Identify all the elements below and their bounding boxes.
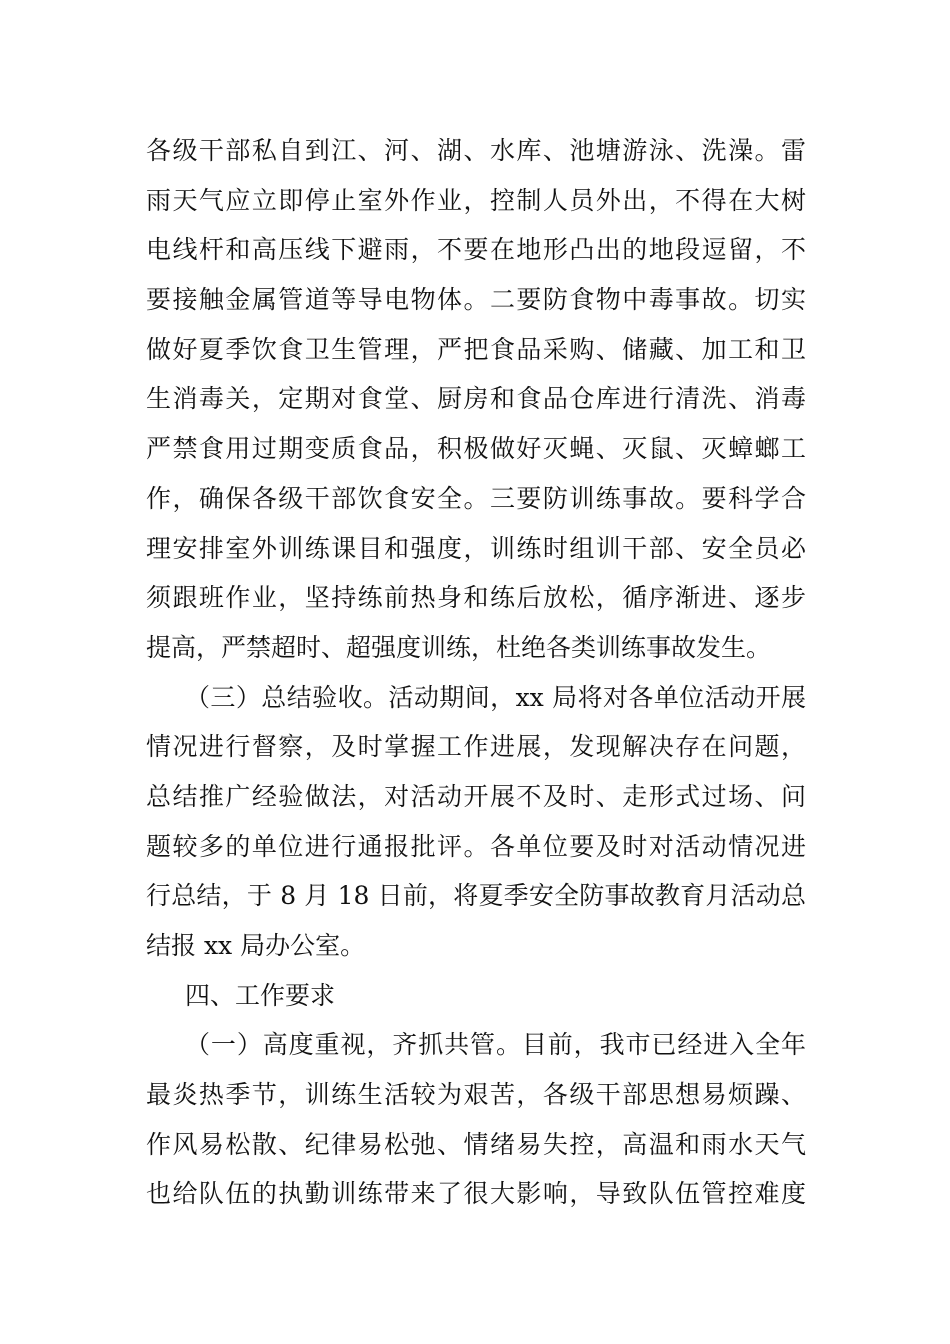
paragraph-line: 题较多的单位进行通报批评。各单位要及时对活动情况进	[146, 831, 806, 861]
paragraph-line: 最炎热季节，训练生活较为艰苦，各级干部思想易烦躁、	[146, 1080, 806, 1110]
paragraph-line: 生消毒关，定期对食堂、厨房和食品仓库进行清洗、消毒	[146, 384, 806, 414]
paragraph-line: 总结推广经验做法，对活动开展不及时、走形式过场、问	[146, 781, 806, 811]
paragraph-line: 作风易松散、纪律易松弛、情绪易失控，高温和雨水天气	[146, 1129, 806, 1159]
paragraph-line: 严禁食用过期变质食品，积极做好灭蝇、灭鼠、灭蟑螂工	[146, 434, 806, 464]
paragraph-line: 理安排室外训练课目和强度，训练时组训干部、安全员必	[146, 533, 806, 563]
paragraph-line: 情况进行督察，及时掌握工作进展，发现解决存在问题，	[146, 732, 806, 762]
paragraph-line: 提高，严禁超时、超强度训练，杜绝各类训练事故发生。	[146, 632, 772, 662]
paragraph-line: 要接触金属管道等导电物体。二要防食物中毒事故。切实	[146, 285, 806, 315]
paragraph-line: 电线杆和高压线下避雨，不要在地形凸出的地段逗留，不	[146, 235, 806, 265]
paragraph-line: （三）总结验收。活动期间，xx 局将对各单位活动开展	[185, 682, 806, 712]
paragraph-line: 各级干部私自到江、河、湖、水库、池塘游泳、洗澡。雷	[146, 136, 806, 165]
paragraph-line: （一）高度重视，齐抓共管。目前，我市已经进入全年	[185, 1030, 806, 1060]
paragraph-line: 结报 xx 局办公室。	[146, 931, 366, 960]
section-heading: 四、工作要求	[185, 980, 336, 1010]
document-body	[146, 126, 806, 1219]
paragraph-line: 作，确保各级干部饮食安全。三要防训练事故。要科学合	[146, 483, 806, 513]
paragraph-line: 雨天气应立即停止室外作业，控制人员外出，不得在大树	[146, 185, 806, 215]
paragraph-line: 做好夏季饮食卫生管理，严把食品采购、储藏、加工和卫	[146, 334, 806, 364]
paragraph-line: 行总结，于 8 月 18 日前，将夏季安全防事故教育月活动总	[146, 881, 806, 911]
paragraph-line: 也给队伍的执勤训练带来了很大影响，导致队伍管控难度	[146, 1179, 806, 1209]
paragraph-line: 须跟班作业，坚持练前热身和练后放松，循序渐进、逐步	[146, 583, 806, 613]
